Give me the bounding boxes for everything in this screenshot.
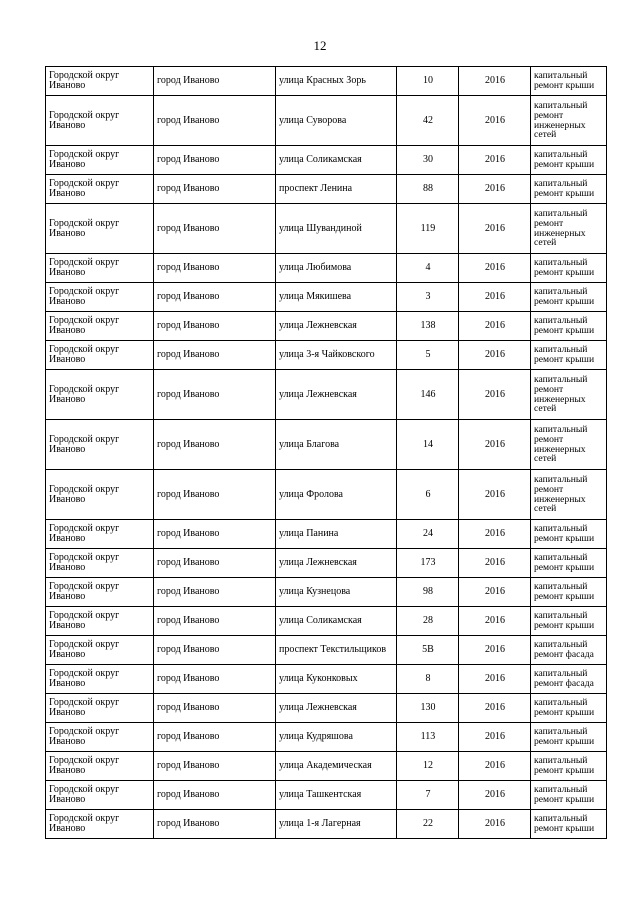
district-cell: Городской округ Иваново: [46, 420, 154, 470]
street-cell: улица Мякишева: [276, 283, 397, 312]
table-row: [46, 283, 607, 312]
year-cell: 2016: [459, 549, 531, 578]
district-cell: Городской округ Иваново: [46, 96, 154, 146]
district-cell: Городской округ Иваново: [46, 470, 154, 520]
table-row: [46, 665, 607, 694]
house-number-cell: 24: [397, 520, 459, 549]
city-cell: город Иваново: [154, 420, 276, 470]
house-number-cell: 22: [397, 810, 459, 839]
table-row: [46, 146, 607, 175]
work-type-cell: капитальный ремонт инженерных сетей: [531, 204, 607, 254]
house-number-cell: 10: [397, 67, 459, 96]
house-number-cell: 98: [397, 578, 459, 607]
page-number: 12: [313, 38, 327, 53]
district-cell: Городской округ Иваново: [46, 723, 154, 752]
house-number-cell: 4: [397, 254, 459, 283]
work-type-cell: капитальный ремонт крыши: [531, 752, 607, 781]
year-cell: 2016: [459, 752, 531, 781]
district-cell: Городской округ Иваново: [46, 341, 154, 370]
year-cell: 2016: [459, 636, 531, 665]
table-row: [46, 420, 607, 470]
city-cell: город Иваново: [154, 254, 276, 283]
street-cell: улица Куконковых: [276, 665, 397, 694]
street-cell: улица Кудряшова: [276, 723, 397, 752]
work-type-cell: капитальный ремонт инженерных сетей: [531, 420, 607, 470]
house-number-cell: 130: [397, 694, 459, 723]
city-cell: город Иваново: [154, 723, 276, 752]
year-cell: 2016: [459, 175, 531, 204]
year-cell: 2016: [459, 607, 531, 636]
city-cell: город Иваново: [154, 752, 276, 781]
street-cell: улица Любимова: [276, 254, 397, 283]
street-cell: улица Кузнецова: [276, 578, 397, 607]
work-type-cell: капитальный ремонт крыши: [531, 781, 607, 810]
city-cell: город Иваново: [154, 781, 276, 810]
street-cell: проспект Текстильщиков: [276, 636, 397, 665]
house-number-cell: 5: [397, 341, 459, 370]
street-cell: улица Соликамская: [276, 146, 397, 175]
table-row: [46, 549, 607, 578]
year-cell: 2016: [459, 341, 531, 370]
work-type-cell: капитальный ремонт крыши: [531, 810, 607, 839]
work-type-cell: капитальный ремонт крыши: [531, 723, 607, 752]
district-cell: Городской округ Иваново: [46, 810, 154, 839]
district-cell: Городской округ Иваново: [46, 607, 154, 636]
year-cell: 2016: [459, 420, 531, 470]
city-cell: город Иваново: [154, 470, 276, 520]
work-type-cell: капитальный ремонт крыши: [531, 67, 607, 96]
table-row: [46, 636, 607, 665]
work-type-cell: капитальный ремонт крыши: [531, 254, 607, 283]
table-row: [46, 607, 607, 636]
year-cell: 2016: [459, 96, 531, 146]
city-cell: город Иваново: [154, 312, 276, 341]
work-type-cell: капитальный ремонт фасада: [531, 636, 607, 665]
table-row: [46, 694, 607, 723]
year-cell: 2016: [459, 204, 531, 254]
city-cell: город Иваново: [154, 370, 276, 420]
street-cell: улица 1-я Лагерная: [276, 810, 397, 839]
street-cell: улица Красных Зорь: [276, 67, 397, 96]
city-cell: город Иваново: [154, 341, 276, 370]
city-cell: город Иваново: [154, 665, 276, 694]
table-row: [46, 723, 607, 752]
city-cell: город Иваново: [154, 67, 276, 96]
district-cell: Городской округ Иваново: [46, 752, 154, 781]
work-type-cell: капитальный ремонт фасада: [531, 665, 607, 694]
year-cell: 2016: [459, 694, 531, 723]
house-number-cell: 119: [397, 204, 459, 254]
house-number-cell: 173: [397, 549, 459, 578]
year-cell: 2016: [459, 146, 531, 175]
district-cell: Городской округ Иваново: [46, 370, 154, 420]
year-cell: 2016: [459, 665, 531, 694]
street-cell: улица Панина: [276, 520, 397, 549]
house-number-cell: 6: [397, 470, 459, 520]
street-cell: улица Шувандиной: [276, 204, 397, 254]
city-cell: город Иваново: [154, 549, 276, 578]
table-row: [46, 578, 607, 607]
year-cell: 2016: [459, 810, 531, 839]
street-cell: улица Лежневская: [276, 549, 397, 578]
street-cell: проспект Ленина: [276, 175, 397, 204]
city-cell: город Иваново: [154, 810, 276, 839]
district-cell: Городской округ Иваново: [46, 781, 154, 810]
work-type-cell: капитальный ремонт крыши: [531, 146, 607, 175]
table-row: [46, 254, 607, 283]
house-number-cell: 12: [397, 752, 459, 781]
work-type-cell: капитальный ремонт крыши: [531, 341, 607, 370]
city-cell: город Иваново: [154, 578, 276, 607]
district-cell: Городской округ Иваново: [46, 67, 154, 96]
street-cell: улица Суворова: [276, 96, 397, 146]
district-cell: Городской округ Иваново: [46, 520, 154, 549]
city-cell: город Иваново: [154, 204, 276, 254]
work-type-cell: капитальный ремонт крыши: [531, 694, 607, 723]
house-number-cell: 3: [397, 283, 459, 312]
work-type-cell: капитальный ремонт крыши: [531, 578, 607, 607]
house-number-cell: 8: [397, 665, 459, 694]
street-cell: улица Академическая: [276, 752, 397, 781]
city-cell: город Иваново: [154, 283, 276, 312]
table-row: [46, 67, 607, 96]
year-cell: 2016: [459, 67, 531, 96]
house-number-cell: 42: [397, 96, 459, 146]
work-type-cell: капитальный ремонт инженерных сетей: [531, 470, 607, 520]
work-type-cell: капитальный ремонт крыши: [531, 520, 607, 549]
street-cell: улица Благова: [276, 420, 397, 470]
table-row: [46, 370, 607, 420]
street-cell: улица Лежневская: [276, 694, 397, 723]
district-cell: Городской округ Иваново: [46, 665, 154, 694]
city-cell: город Иваново: [154, 520, 276, 549]
district-cell: Городской округ Иваново: [46, 578, 154, 607]
district-cell: Городской округ Иваново: [46, 254, 154, 283]
table-row: [46, 341, 607, 370]
work-type-cell: капитальный ремонт крыши: [531, 312, 607, 341]
year-cell: 2016: [459, 370, 531, 420]
year-cell: 2016: [459, 283, 531, 312]
renovation-table: [45, 66, 607, 839]
street-cell: улица Лежневская: [276, 312, 397, 341]
district-cell: Городской округ Иваново: [46, 636, 154, 665]
house-number-cell: 7: [397, 781, 459, 810]
table-row: [46, 96, 607, 146]
year-cell: 2016: [459, 254, 531, 283]
city-cell: город Иваново: [154, 694, 276, 723]
house-number-cell: 88: [397, 175, 459, 204]
district-cell: Городской округ Иваново: [46, 283, 154, 312]
district-cell: Городской округ Иваново: [46, 312, 154, 341]
work-type-cell: капитальный ремонт крыши: [531, 549, 607, 578]
city-cell: город Иваново: [154, 146, 276, 175]
city-cell: город Иваново: [154, 96, 276, 146]
street-cell: улица 3-я Чайковского: [276, 341, 397, 370]
street-cell: улица Ташкентская: [276, 781, 397, 810]
year-cell: 2016: [459, 312, 531, 341]
table-row: [46, 781, 607, 810]
city-cell: город Иваново: [154, 636, 276, 665]
work-type-cell: капитальный ремонт инженерных сетей: [531, 96, 607, 146]
year-cell: 2016: [459, 520, 531, 549]
table-row: [46, 810, 607, 839]
street-cell: улица Фролова: [276, 470, 397, 520]
city-cell: город Иваново: [154, 175, 276, 204]
house-number-cell: 28: [397, 607, 459, 636]
year-cell: 2016: [459, 470, 531, 520]
work-type-cell: капитальный ремонт крыши: [531, 607, 607, 636]
table-row: [46, 312, 607, 341]
table-row: [46, 520, 607, 549]
district-cell: Городской округ Иваново: [46, 694, 154, 723]
year-cell: 2016: [459, 781, 531, 810]
year-cell: 2016: [459, 723, 531, 752]
table-row: [46, 175, 607, 204]
work-type-cell: капитальный ремонт крыши: [531, 175, 607, 204]
district-cell: Городской округ Иваново: [46, 175, 154, 204]
house-number-cell: 14: [397, 420, 459, 470]
district-cell: Городской округ Иваново: [46, 204, 154, 254]
table-row: [46, 204, 607, 254]
year-cell: 2016: [459, 578, 531, 607]
table-row: [46, 752, 607, 781]
work-type-cell: капитальный ремонт инженерных сетей: [531, 370, 607, 420]
street-cell: улица Лежневская: [276, 370, 397, 420]
house-number-cell: 5В: [397, 636, 459, 665]
district-cell: Городской округ Иваново: [46, 146, 154, 175]
district-cell: Городской округ Иваново: [46, 549, 154, 578]
city-cell: город Иваново: [154, 607, 276, 636]
work-type-cell: капитальный ремонт крыши: [531, 283, 607, 312]
street-cell: улица Соликамская: [276, 607, 397, 636]
house-number-cell: 146: [397, 370, 459, 420]
house-number-cell: 30: [397, 146, 459, 175]
table-row: [46, 470, 607, 520]
house-number-cell: 138: [397, 312, 459, 341]
house-number-cell: 113: [397, 723, 459, 752]
